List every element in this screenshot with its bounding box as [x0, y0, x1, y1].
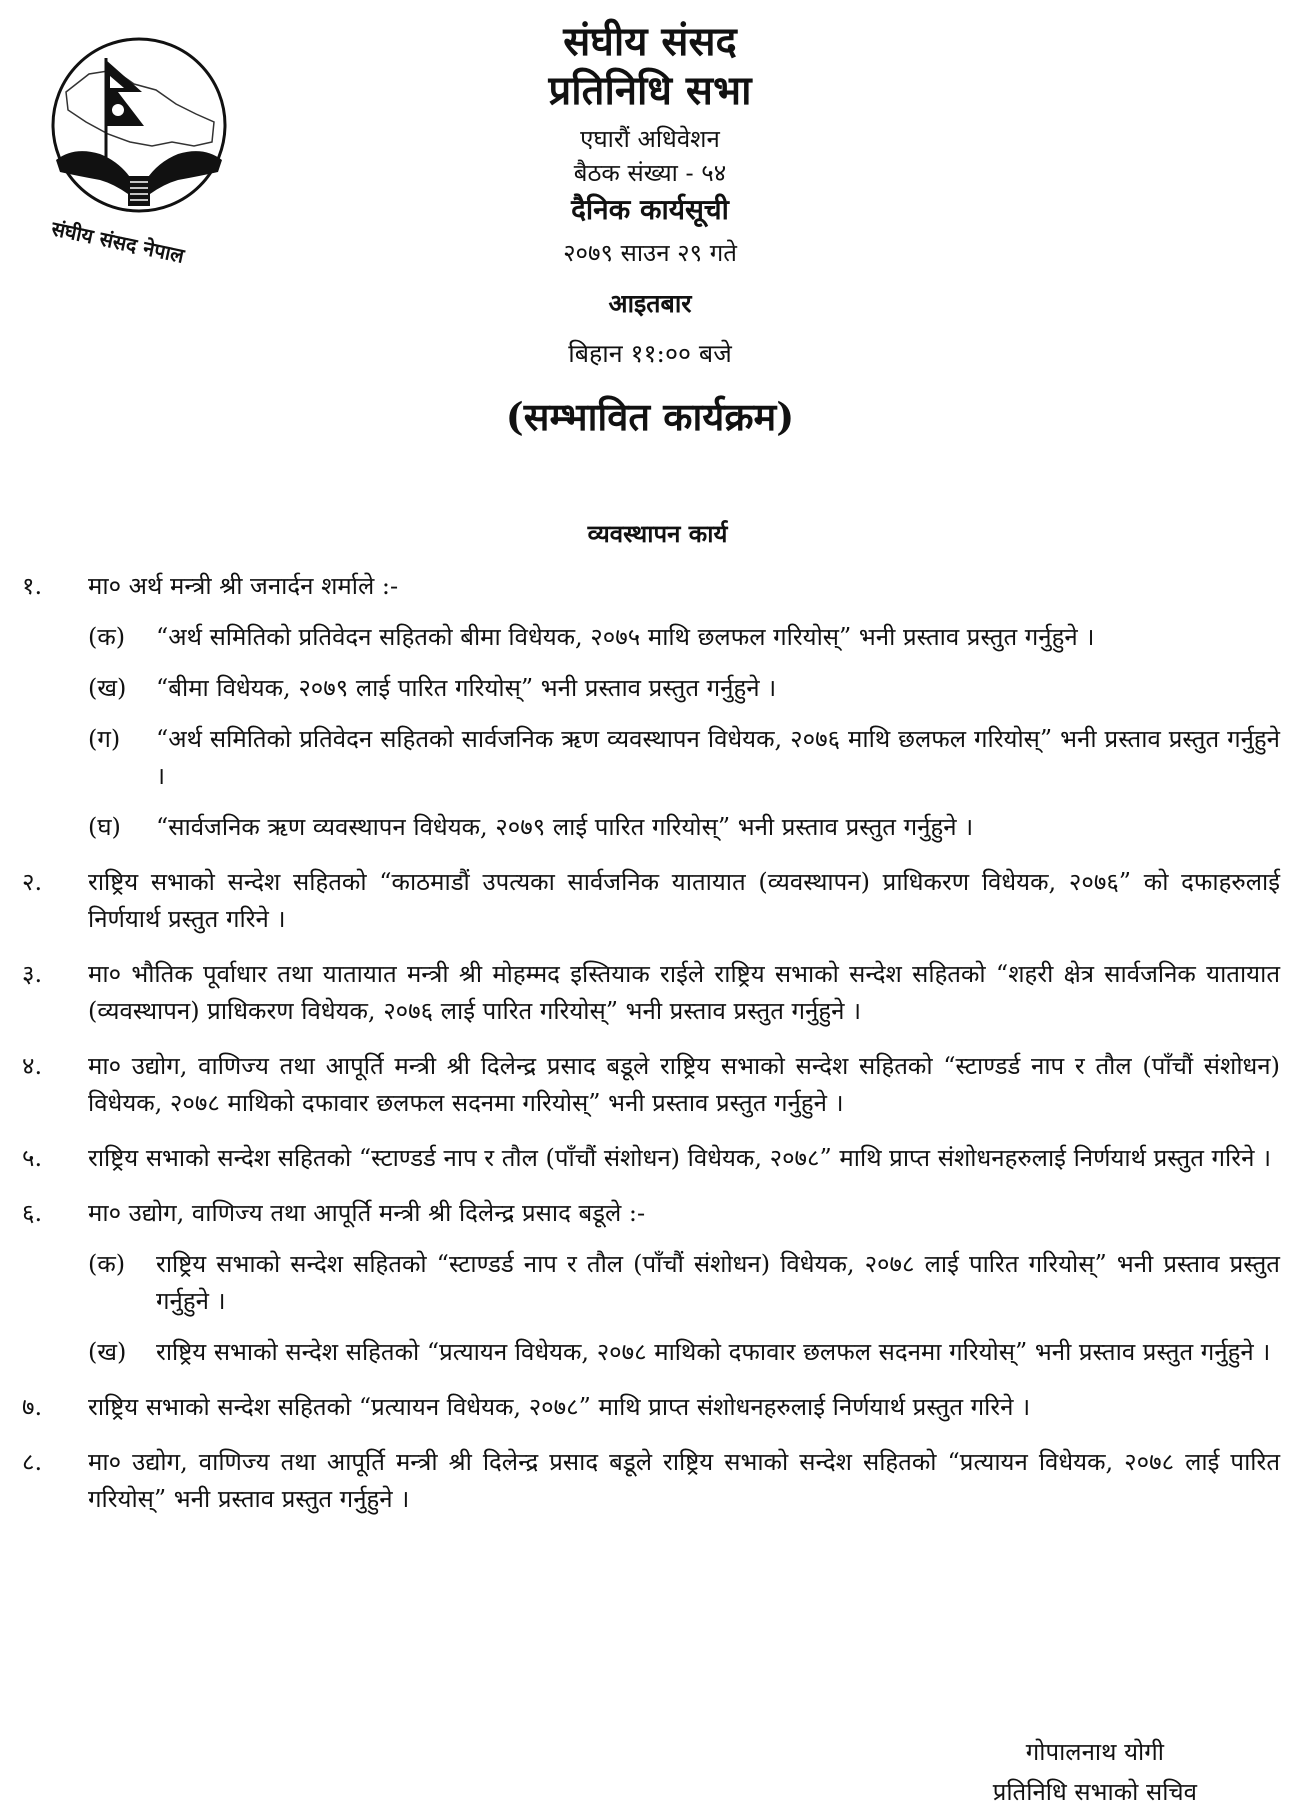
item-text: मा० भौतिक पूर्वाधार तथा यातायात मन्त्री श्री मोहम्मद इस्तियाक राईले राष्ट्रिय सभाको सन्देश सहितको “शहरी क्षेत्र सार्वजनिक यातायात (व्यवस्थापन) प्राधिकरण विधेयक, २०७६ लाई पारित गरियोस्” भनी प्रस्ताव प्रस्तुत गर्नुहुने । [88, 960, 1280, 1025]
signatory-name: गोपालनाथ योगी [1025, 1738, 1164, 1766]
sub-item-number: (घ) [88, 813, 121, 841]
item-number: ५. [22, 1144, 43, 1172]
sub-item-number: (क) [88, 1250, 126, 1278]
agenda-item [0, 1140, 1315, 1177]
header-program: (सम्भावित कार्यक्रम) [505, 394, 795, 439]
sub-item [0, 721, 1315, 795]
item-text: मा० उद्योग, वाणिज्य तथा आपूर्ति मन्त्री श्री दिलेन्द्र प्रसाद बडूले राष्ट्रिय सभाको सन्देश सहितको “प्रत्यायन विधेयक, २०७८ लाई पारित गरियोस्” भनी प्रस्ताव प्रस्तुत गर्नुहुने । [88, 1448, 1280, 1513]
section-title: व्यवस्थापन कार्य [587, 519, 728, 548]
sub-item-number: (ख) [88, 1338, 127, 1366]
signatory-title: प्रतिनिधि सभाको सचिव [992, 1778, 1197, 1806]
item-number: ६. [22, 1199, 43, 1227]
sub-item [0, 809, 1315, 846]
agenda-item [0, 1048, 1315, 1122]
item-number: ७. [22, 1393, 43, 1421]
header-parliament: संघीय संसद [563, 18, 737, 65]
sub-item-text: राष्ट्रिय सभाको सन्देश सहितको “प्रत्यायन विधेयक, २०७८ माथिको दफावार छलफल सदनमा गरियोस्” भनी प्रस्ताव प्रस्तुत गर्नुहुने । [156, 1338, 1271, 1366]
item-number: २. [22, 868, 43, 896]
item-text: मा० उद्योग, वाणिज्य तथा आपूर्ति मन्त्री श्री दिलेन्द्र प्रसाद बडूले राष्ट्रिय सभाको सन्देश सहितको “स्टाण्डर्ड नाप र तौल (पाँचौं संशोधन) विधेयक, २०७८ माथिको दफावार छलफल सदनमा गरियोस्” भनी प्रस्ताव प्रस्तुत गर्नुहुने । [88, 1052, 1280, 1117]
sub-item-text: “अर्थ समितिको प्रतिवेदन सहितको बीमा विधेयक, २०७५ माथि छलफल गरियोस्” भनी प्रस्ताव प्रस्तुत गर्नुहुने । [156, 623, 1095, 651]
sub-item-number: (क) [88, 623, 126, 651]
sub-item [0, 670, 1315, 707]
agenda-item [0, 1389, 1315, 1426]
item-text: राष्ट्रिय सभाको सन्देश सहितको “स्टाण्डर्ड नाप र तौल (पाँचौं संशोधन) विधेयक, २०७८” माथि प्राप्त संशोधनहरुलाई निर्णयार्थ प्रस्तुत गरिने । [88, 1144, 1272, 1172]
agenda-item [0, 864, 1315, 938]
signature-block [993, 1732, 1197, 1812]
agenda-list [0, 568, 1315, 1536]
logo-caption: संघीय संसद नेपाल [49, 216, 187, 268]
item-text: राष्ट्रिय सभाको सन्देश सहितको “काठमाडौं उपत्यका सार्वजनिक यातायात (व्यवस्थापन) प्राधिकरण विधेयक, २०७६” को दफाहरुलाई निर्णयार्थ प्रस्तुत गरिने । [88, 868, 1280, 933]
agenda-item [0, 568, 1315, 846]
item-number: ३. [22, 960, 43, 988]
header-time: बिहान ११:०० बजे [568, 339, 732, 368]
agenda-item [0, 1195, 1315, 1371]
header-house: प्रतिनिधि सभा [548, 67, 752, 114]
sub-item-number: (ग) [88, 725, 121, 753]
header-date: २०७९ साउन २९ गते [563, 239, 737, 267]
item-text: राष्ट्रिय सभाको सन्देश सहितको “प्रत्यायन विधेयक, २०७८” माथि प्राप्त संशोधनहरुलाई निर्णयार्थ प्रस्तुत गरिने । [88, 1393, 1031, 1421]
item-text: मा० उद्योग, वाणिज्य तथा आपूर्ति मन्त्री श्री दिलेन्द्र प्रसाद बडूले :- [88, 1199, 646, 1227]
agenda-item [0, 1444, 1315, 1518]
parliament-logo [44, 30, 234, 268]
document-header [330, 18, 970, 444]
sub-item-text: राष्ट्रिय सभाको सन्देश सहितको “स्टाण्डर्ड नाप र तौल (पाँचौं संशोधन) विधेयक, २०७८ लाई पारित गरियोस्” भनी प्रस्ताव प्रस्तुत गर्नुहुने । [156, 1250, 1280, 1315]
item-text: मा० अर्थ मन्त्री श्री जनार्दन शर्माले :- [88, 572, 399, 600]
sub-item-text: “सार्वजनिक ऋण व्यवस्थापन विधेयक, २०७९ लाई पारित गरियोस्” भनी प्रस्ताव प्रस्तुत गर्नुहुने । [156, 813, 974, 841]
header-agenda: दैनिक कार्यसूची [571, 193, 729, 226]
sub-item [0, 1334, 1315, 1371]
item-number: ८. [22, 1448, 43, 1476]
sub-item-number: (ख) [88, 674, 127, 702]
item-number: १. [22, 572, 43, 600]
sub-item-text: “बीमा विधेयक, २०७९ लाई पारित गरियोस्” भनी प्रस्ताव प्रस्तुत गर्नुहुने । [156, 674, 777, 702]
header-day: आइतबार [608, 289, 692, 318]
sub-item-text: “अर्थ समितिको प्रतिवेदन सहितको सार्वजनिक ऋण व्यवस्थापन विधेयक, २०७६ माथि छलफल गरियोस्” भनी प्रस्ताव प्रस्तुत गर्नुहुने । [156, 725, 1280, 790]
header-session: एघारौं अधिवेशन [580, 125, 720, 153]
header-meeting: बैठक संख्या - ५४ [573, 159, 727, 187]
item-number: ४. [22, 1052, 43, 1080]
sub-item [0, 619, 1315, 656]
sub-item [0, 1246, 1315, 1320]
agenda-item [0, 956, 1315, 1030]
